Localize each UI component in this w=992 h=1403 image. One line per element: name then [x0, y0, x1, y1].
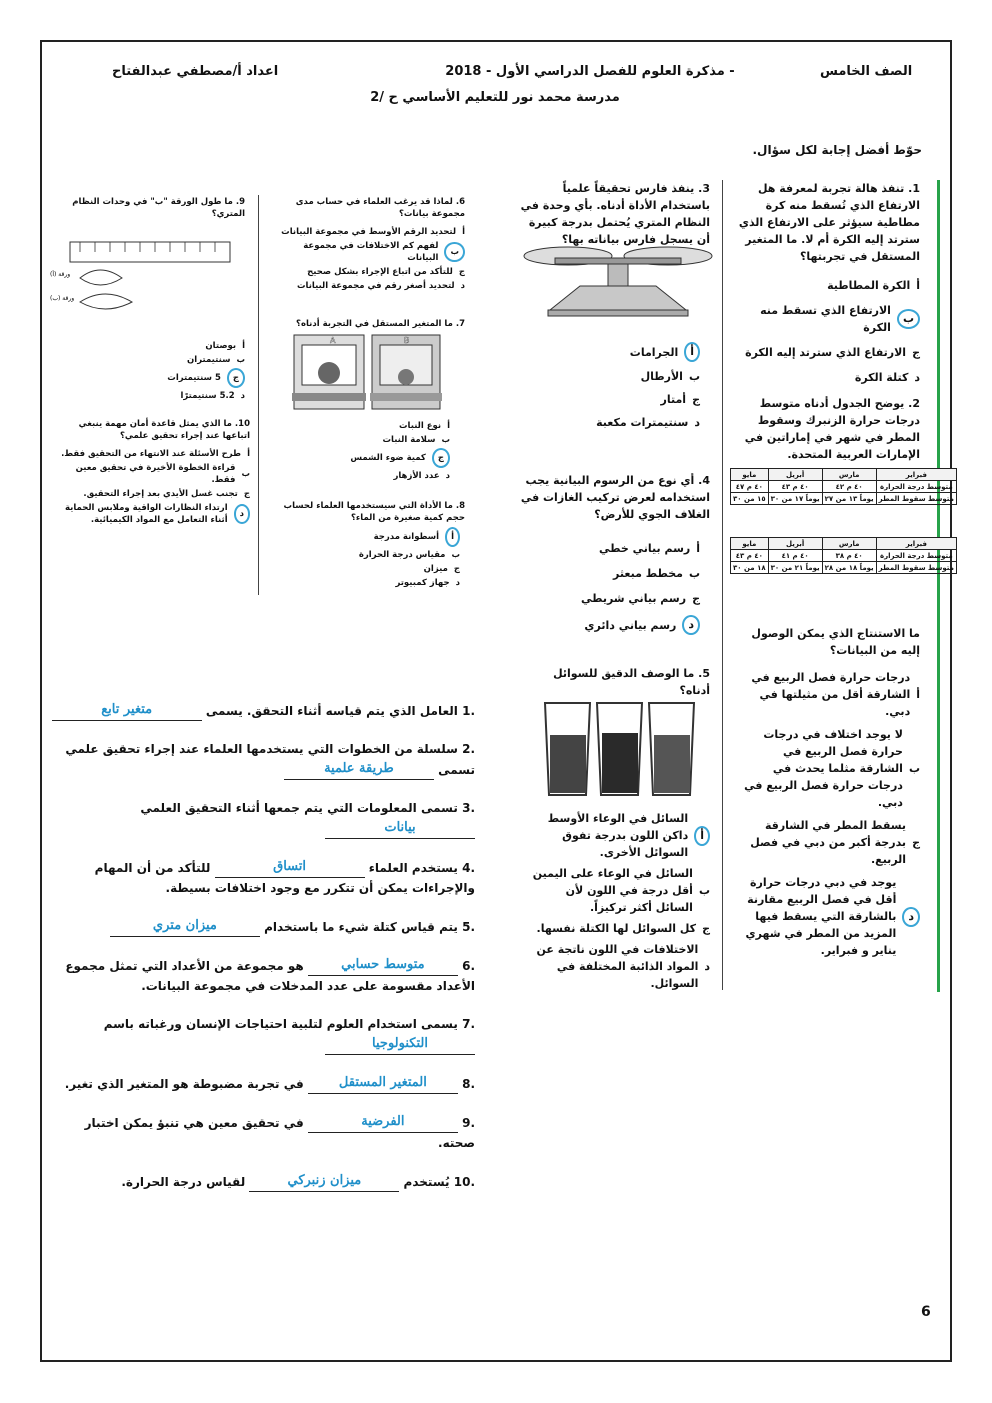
fill-number: .8: [457, 1077, 475, 1091]
question-3-options: [590, 342, 700, 437]
option-text: طرح الأسئلة عند الانتهاء من التحقيق فقط.: [61, 449, 242, 459]
option-q7-1[interactable]: [330, 434, 450, 446]
option-text: الكرة المطاطية: [827, 279, 911, 292]
option-q5-0[interactable]: [530, 810, 710, 861]
fill-number: .7: [457, 1017, 475, 1031]
table-cell: أبريل: [768, 469, 822, 481]
option-text: 5 سنتيمترات: [167, 373, 221, 383]
table-cell: مايو: [731, 538, 769, 550]
table-cell: يوماً ١٨ من ٢٨: [822, 562, 876, 574]
question-7: 7. ما المتغير المستقل في التجربة أدناه؟: [296, 319, 465, 329]
option-text: لتحديد أصغر رقم في مجموعة البيانات: [296, 281, 455, 291]
option-letter: أ: [242, 341, 245, 351]
option-text: لا يوجد اختلاف في درجات حرارة فصل الربيع في الشارقة مثلما يحدث في درجات حرارة فصل الربيع في دبي.: [744, 728, 903, 809]
option-text: ميزان: [423, 564, 448, 574]
option-text: رسم بياني شريطي: [580, 592, 687, 605]
option-letter: ب: [688, 567, 700, 580]
option-letter: أ: [247, 449, 250, 459]
fill-number: .2: [457, 742, 475, 756]
option-q6-2[interactable]: [270, 266, 465, 278]
option-text: بوصتان: [205, 341, 237, 351]
option-letter: أ: [916, 279, 920, 292]
question-5-options: [530, 810, 710, 996]
doc-title: - مذكرة العلوم للفصل الدراسي الأول - 2018: [445, 64, 735, 79]
fill-number: .4: [457, 861, 475, 875]
option-q8-3[interactable]: [320, 577, 460, 589]
fill-item-2: [50, 739, 475, 780]
option-q1-0[interactable]: [738, 277, 920, 294]
green-margin-bar: [937, 180, 940, 992]
fill-item-10: [50, 1171, 475, 1192]
table-cell: فبراير: [876, 538, 956, 550]
option-text: الارتفاع الذي سترتد إليه الكرة: [745, 346, 907, 359]
table-cell: ١٨ من ٣٠: [731, 562, 769, 574]
leaf-label-a: ورقة (أ): [50, 271, 71, 278]
option-letter: ب: [688, 370, 700, 383]
fill-answer[interactable]: التكنولوجيا: [325, 1034, 475, 1055]
table-cell: يوماً ٢١ من ٣٠: [768, 562, 822, 574]
option-text: الجرامات: [629, 345, 679, 359]
option-letter: أ: [916, 688, 920, 701]
option-text: عدد الأزهار: [393, 471, 440, 481]
fill-text: في تجربة مضبوطة هو المتغير الذي تغير.: [64, 1077, 308, 1091]
option-text: يوجد في دبي درجات حرارة أقل في فصل الربيع مقارنة بالشارقة التي يسقط فيها المزيد من المطر في شهري يناير و فبراير.: [745, 876, 897, 957]
option-q4-2[interactable]: [560, 590, 700, 607]
option-q2-1[interactable]: [738, 726, 920, 811]
section-title: حوّط أفضل إجابة لكل سؤال.: [752, 143, 922, 157]
fill-in-blank-section: [50, 700, 475, 1210]
option-letter: ب: [241, 469, 250, 479]
option-q2-0[interactable]: [738, 669, 920, 720]
option-text: لتحديد الرقم الأوسط في مجموعة البيانات: [281, 227, 457, 237]
option-letter: أ: [696, 542, 700, 555]
option-letter: د: [455, 578, 460, 588]
circled-answer-mark: د: [682, 615, 700, 635]
option-q3-1[interactable]: [590, 368, 700, 385]
option-text: السائل في الوعاء الأوسط داكن اللون بدرجة تفوق السوائل الأخرى.: [547, 812, 689, 859]
fill-answer[interactable]: المتغير المستقل: [308, 1073, 458, 1094]
circled-answer-mark: د: [234, 504, 250, 524]
question-9: 9. ما طول الورقة "ب" في وحدات النظام المتري؟: [72, 197, 245, 219]
option-letter: ج: [702, 922, 710, 935]
grade-label: الصف الخامس: [820, 64, 913, 79]
table-cell: يوماً ١٣ من ٢٧: [822, 493, 876, 505]
option-text: الارتفاع الذي تسقط منه الكرة: [760, 304, 891, 334]
question-6: 6. لماذا قد يرغب العلماء في حساب مدى مجموعة بيانات؟ أ لتحديد الرقم الأوسط في مجموعة البيانات ب لفهم كم الاختلافات في مجموعة البيانات ج للتأكد من اتباع الإجراء بشكل صحيح د لتحديد أصغر رقم في مجموعة البيانات: [270, 196, 465, 294]
table-cell: ٤٠ م ٤٧: [731, 481, 769, 493]
fill-answer[interactable]: طريقة علمية: [284, 759, 434, 780]
table-dubai: [730, 537, 957, 574]
balance-scale-image: [520, 240, 715, 320]
option-text: رسم بياني دائري: [584, 618, 677, 632]
option-q1-1[interactable]: [738, 302, 920, 336]
image-label-a: A: [330, 336, 336, 345]
circled-answer-mark: ب: [444, 242, 465, 262]
fill-answer[interactable]: ميزان متري: [110, 916, 260, 937]
option-text: سلامة النبات: [382, 435, 436, 445]
table-cell: ٤٠ م ٤٢: [822, 481, 876, 493]
fill-item-5: [50, 916, 475, 937]
fill-item-7: [50, 1014, 475, 1055]
option-text: 5.2 سنتيمترًا: [180, 391, 235, 401]
fill-text: سلسلة من الخطوات التي يستخدمها العلماء عند إجراء تحقيق علمي تسمى: [65, 742, 475, 777]
option-q3-3[interactable]: [590, 414, 700, 431]
column-divider: [722, 180, 723, 990]
table-cell: ٤٠ م ٤٣: [768, 481, 822, 493]
option-q4-0[interactable]: [560, 540, 700, 557]
option-letter: ب: [451, 550, 460, 560]
fill-text: يسمى استخدام العلوم لتلبية احتياجات الإنسان ورغباته باسم: [103, 1017, 458, 1031]
option-q10-0[interactable]: [50, 448, 250, 460]
question-5: 5. ما الوصف الدقيق للسوائل أدناه؟: [553, 667, 710, 697]
option-q9-1[interactable]: [140, 354, 245, 366]
leaf-label-b: ورقة (ب): [50, 295, 75, 302]
option-letter: ج: [692, 592, 700, 605]
fill-text: يستخدم العلماء: [364, 861, 458, 875]
table-cell: ١٥ من ٣٠: [731, 493, 769, 505]
circled-answer-mark: ج: [227, 368, 245, 388]
fill-number: .6: [457, 959, 475, 973]
fill-answer[interactable]: بيانات: [325, 818, 475, 839]
plants-experiment-image: [292, 333, 442, 413]
option-letter: ب: [236, 355, 245, 365]
circled-answer-mark: ج: [432, 448, 450, 468]
fill-number: .1: [457, 704, 475, 718]
option-q9-3[interactable]: [140, 390, 245, 402]
question-10: 10. ما الذي يمثل قاعدة أمان مهمة ينبغي اتباعها عند إجراء تحقيق علمي؟ أ طرح الأسئلة عند الانتهاء من التحقيق فقط. ب قراءة الخطوة الأخيرة في تحقيق معين فقط. ج تجنب غسل الأيدي بعد إجراء التحقيق. د ارتداء النظارات الواقية وملابس الحماية أثناء التعامل مع المواد الكيميائية.: [50, 418, 250, 528]
option-letter: ج: [692, 393, 700, 406]
option-letter: أ: [462, 227, 465, 237]
option-letter: د: [460, 281, 465, 291]
fill-item-8: [50, 1073, 475, 1094]
table-cell: ٤٠ م ٤١: [768, 550, 822, 562]
question-4: 4. أي نوع من الرسوم البيانية يجب استخدامه لعرض تركيب الغازات في الغلاف الجوي للأرض؟: [520, 474, 710, 521]
option-letter: د: [914, 371, 920, 384]
option-letter: ج: [912, 836, 920, 849]
fill-answer[interactable]: ميزان زنبركي: [249, 1171, 399, 1192]
table-cell: فبراير: [876, 469, 956, 481]
option-q5-1[interactable]: [530, 865, 710, 916]
option-q7-3[interactable]: [330, 470, 450, 482]
question-2-sub: ما الاستنتاج الذي يمكن الوصول إليه من البيانات؟ أ درجات حرارة فصل الربيع في الشارقة أقل من مثيلتها في دبي. ب لا يوجد اختلاف في درجات حرارة فصل الربيع في الشارقة مثلما يحدث في درجات حرارة فصل الربيع في دبي. ج يسقط المطر في الشارقة بدرجة أكبر من دبي في فصل الربيع. د يوجد في دبي درجات حرارة أقل في فصل الربيع مقارنة بالشارقة التي يسقط فيها المزيد من المطر في شهري يناير و فبراير.: [738, 625, 920, 965]
option-text: سنتيمتران: [187, 355, 231, 365]
table-cell: ٤٠ م ٤٣: [731, 550, 769, 562]
option-text: كتلة الكرة: [854, 371, 909, 384]
fill-answer[interactable]: متوسط حسابي: [308, 955, 458, 976]
option-text: الاختلافات في اللون ناتجة عن المواد الذائبة المختلفة في السوائل.: [536, 943, 699, 990]
option-letter: ج: [912, 346, 920, 359]
option-text: مخطط مبعثر: [613, 567, 683, 580]
option-text: أمتار: [660, 393, 687, 406]
question-9-options: [140, 340, 245, 404]
option-q3-2[interactable]: [590, 391, 700, 408]
question-8-options: [320, 527, 460, 591]
option-text: نوع النبات: [399, 421, 442, 431]
option-letter: د: [445, 471, 450, 481]
option-letter: ج: [458, 267, 465, 277]
option-letter: ج: [453, 564, 460, 574]
option-q10-2[interactable]: [50, 488, 250, 500]
option-q10-1[interactable]: [50, 462, 250, 486]
fill-item-9: [50, 1112, 475, 1153]
fill-item-4: [50, 857, 475, 898]
table-cell: متوسط درجة الحرارة: [876, 550, 956, 562]
fill-answer[interactable]: الفرضية: [308, 1112, 458, 1133]
option-q6-0[interactable]: [270, 226, 465, 238]
question-3: 3. ينفذ فارس تحقيقاً علمياً باستخدام الأداة أدناه. بأي وحدة في النظام المتري يُحتمل بدرجة كبيرة أن يسجل فارس بياناته بها؟: [520, 182, 710, 246]
option-q9-2[interactable]: [140, 368, 245, 388]
option-letter: ب: [908, 762, 920, 775]
option-q1-2[interactable]: [738, 344, 920, 361]
fill-text: تسمى المعلومات التي يتم جمعها أثناء التحقيق العلمي: [140, 801, 458, 815]
ruler-leaves-image: [50, 240, 235, 320]
circled-answer-mark: د: [902, 907, 920, 927]
option-text: جهاز كمبيوتر: [395, 578, 450, 588]
school-label: مدرسة محمد نور للتعليم الأساسي ح /2: [370, 90, 620, 105]
column-divider-small: [258, 195, 259, 595]
table-cell: مايو: [731, 469, 769, 481]
option-text: رسم بياني خطي: [599, 542, 691, 555]
table-cell: أبريل: [768, 538, 822, 550]
page-number: 6: [921, 1304, 931, 1320]
table-cell: متوسط درجة الحرارة: [876, 481, 956, 493]
fill-number: .3: [457, 801, 475, 815]
option-q10-3[interactable]: [50, 502, 250, 526]
fill-text: العامل الذي يتم قياسه أثناء التحقق. يسمى: [201, 704, 458, 718]
question-8: 8. ما الأداة التي سيستخدمها العلماء لحساب حجم كمية صغيرة من الماء؟: [283, 501, 465, 523]
question-2: 2. يوضح الجدول أدناه متوسط درجات حرارة الزنبرك وسقوط المطر في شهر في إماراتين في الإمارات العربية المتحدة.: [744, 397, 920, 461]
option-text: سنتيمترات مكعبة: [596, 416, 689, 429]
option-text: ارتداء النظارات الواقية وملابس الحماية أثناء التعامل مع المواد الكيميائية.: [65, 503, 228, 525]
option-q5-3[interactable]: [530, 941, 710, 992]
option-text: الأرطال: [640, 370, 683, 383]
option-q7-2[interactable]: [330, 448, 450, 468]
fill-text: للتأكد من أن المهام والإجراءات يمكن أن تتكرر مع وجود اختلافات بسيطة.: [94, 861, 475, 895]
table-cell: متوسط سقوط المطر: [876, 562, 956, 574]
option-text: كمية ضوء الشمس: [350, 453, 426, 463]
question-1: 1. تنفذ هالة تجربة لمعرفة هل الارتفاع الذي تُسقط منه كرة مطاطية سيؤثر على الارتفاع الذي سترتد إليه الكرة أم لا. ما المتغير المستقل في تجربتها؟ أ الكرة المطاطية ب الارتفاع الذي تسقط منه الكرة ج الارتفاع الذي سترتد إليه الكرة د كتلة الكرة: [738, 182, 920, 384]
option-q6-1[interactable]: [270, 240, 465, 264]
option-text: قراءة الخطوة الأخيرة في تحقيق معين فقط.: [75, 463, 236, 485]
circled-answer-mark: ب: [897, 309, 920, 329]
option-q8-0[interactable]: [320, 527, 460, 547]
option-q9-0[interactable]: [140, 340, 245, 352]
circled-answer-mark: أ: [445, 527, 460, 547]
option-letter: ب: [698, 884, 710, 897]
fill-text: هو مجموعة من الأعداد التي تمثل مجموع الأعداد مقسومة على عدد المدخلات في مجموعة البيانات.: [65, 959, 475, 993]
table-cell: متوسط سقوط المطر: [876, 493, 956, 505]
option-q2-2[interactable]: [738, 817, 920, 868]
option-text: يسقط المطر في الشارقة بدرجة أكبر من دبي في فصل الربيع.: [750, 819, 907, 866]
option-q8-1[interactable]: [320, 549, 460, 561]
author-label: اعداد أ/مصطفي عبدالفتاح: [112, 64, 279, 79]
option-q3-0[interactable]: [590, 342, 700, 362]
fill-answer[interactable]: متغير تابع: [52, 700, 202, 721]
circled-answer-mark: أ: [694, 826, 710, 846]
option-q2-3[interactable]: [738, 874, 920, 959]
table-sharjah: [730, 468, 957, 505]
fill-item-1: [50, 700, 475, 721]
fill-item-6: [50, 955, 475, 996]
option-q8-2[interactable]: [320, 563, 460, 575]
option-letter: د: [240, 391, 245, 401]
option-q4-1[interactable]: [560, 565, 700, 582]
fill-text: في تحقيق معين هي تنبؤ يمكن اختبار صحته.: [84, 1116, 475, 1150]
fill-answer[interactable]: اتساق: [215, 857, 365, 878]
table-cell: يوماً ١٧ من ٣٠: [768, 493, 822, 505]
option-text: درجات حرارة فصل الربيع في الشارقة أقل من مثيلتها في دبي.: [751, 671, 911, 718]
option-text: أسطوانة مدرجة: [373, 532, 440, 542]
option-q5-2[interactable]: [530, 920, 710, 937]
option-letter: ب: [441, 435, 450, 445]
option-text: تجنب غسل الأيدي بعد إجراء التحقيق.: [83, 489, 238, 499]
table-cell: مارس: [822, 538, 876, 550]
option-letter: ج: [243, 489, 250, 499]
option-q4-3[interactable]: [560, 615, 700, 635]
circled-answer-mark: أ: [684, 342, 700, 362]
option-q7-0[interactable]: [330, 420, 450, 432]
option-text: السائل في الوعاء على اليمين أقل درجة في اللون لأن السائل أكثر تركيزاً.: [532, 867, 693, 914]
fill-item-3: [50, 798, 475, 839]
fill-number: .9: [457, 1116, 475, 1130]
option-text: كل السوائل لها الكتلة نفسها.: [536, 922, 697, 935]
option-letter: د: [704, 960, 710, 973]
option-letter: د: [694, 416, 700, 429]
option-text: للتأكد من اتباع الإجراء بشكل صحيح: [307, 267, 453, 277]
fill-number: .10: [449, 1175, 475, 1189]
beakers-image: [540, 695, 700, 800]
fill-text: لقياس درجة الحرارة.: [121, 1175, 250, 1189]
option-q1-3[interactable]: [738, 369, 920, 386]
table-cell: ٤٠ م ٣٨: [822, 550, 876, 562]
image-label-b: B: [404, 336, 410, 345]
fill-number: .5: [457, 920, 475, 934]
question-7-options: [330, 420, 450, 484]
option-q6-3[interactable]: [270, 280, 465, 292]
option-text: مقياس درجة الحرارة: [358, 550, 446, 560]
table-cell: مارس: [822, 469, 876, 481]
option-text: لفهم كم الاختلافات في مجموعة البيانات: [303, 241, 439, 263]
option-letter: أ: [447, 421, 450, 431]
fill-text: يتم قياس كتلة شيء ما باستخدام: [259, 920, 458, 934]
question-4-options: [560, 540, 700, 643]
fill-text: يُستخدم: [399, 1175, 450, 1189]
